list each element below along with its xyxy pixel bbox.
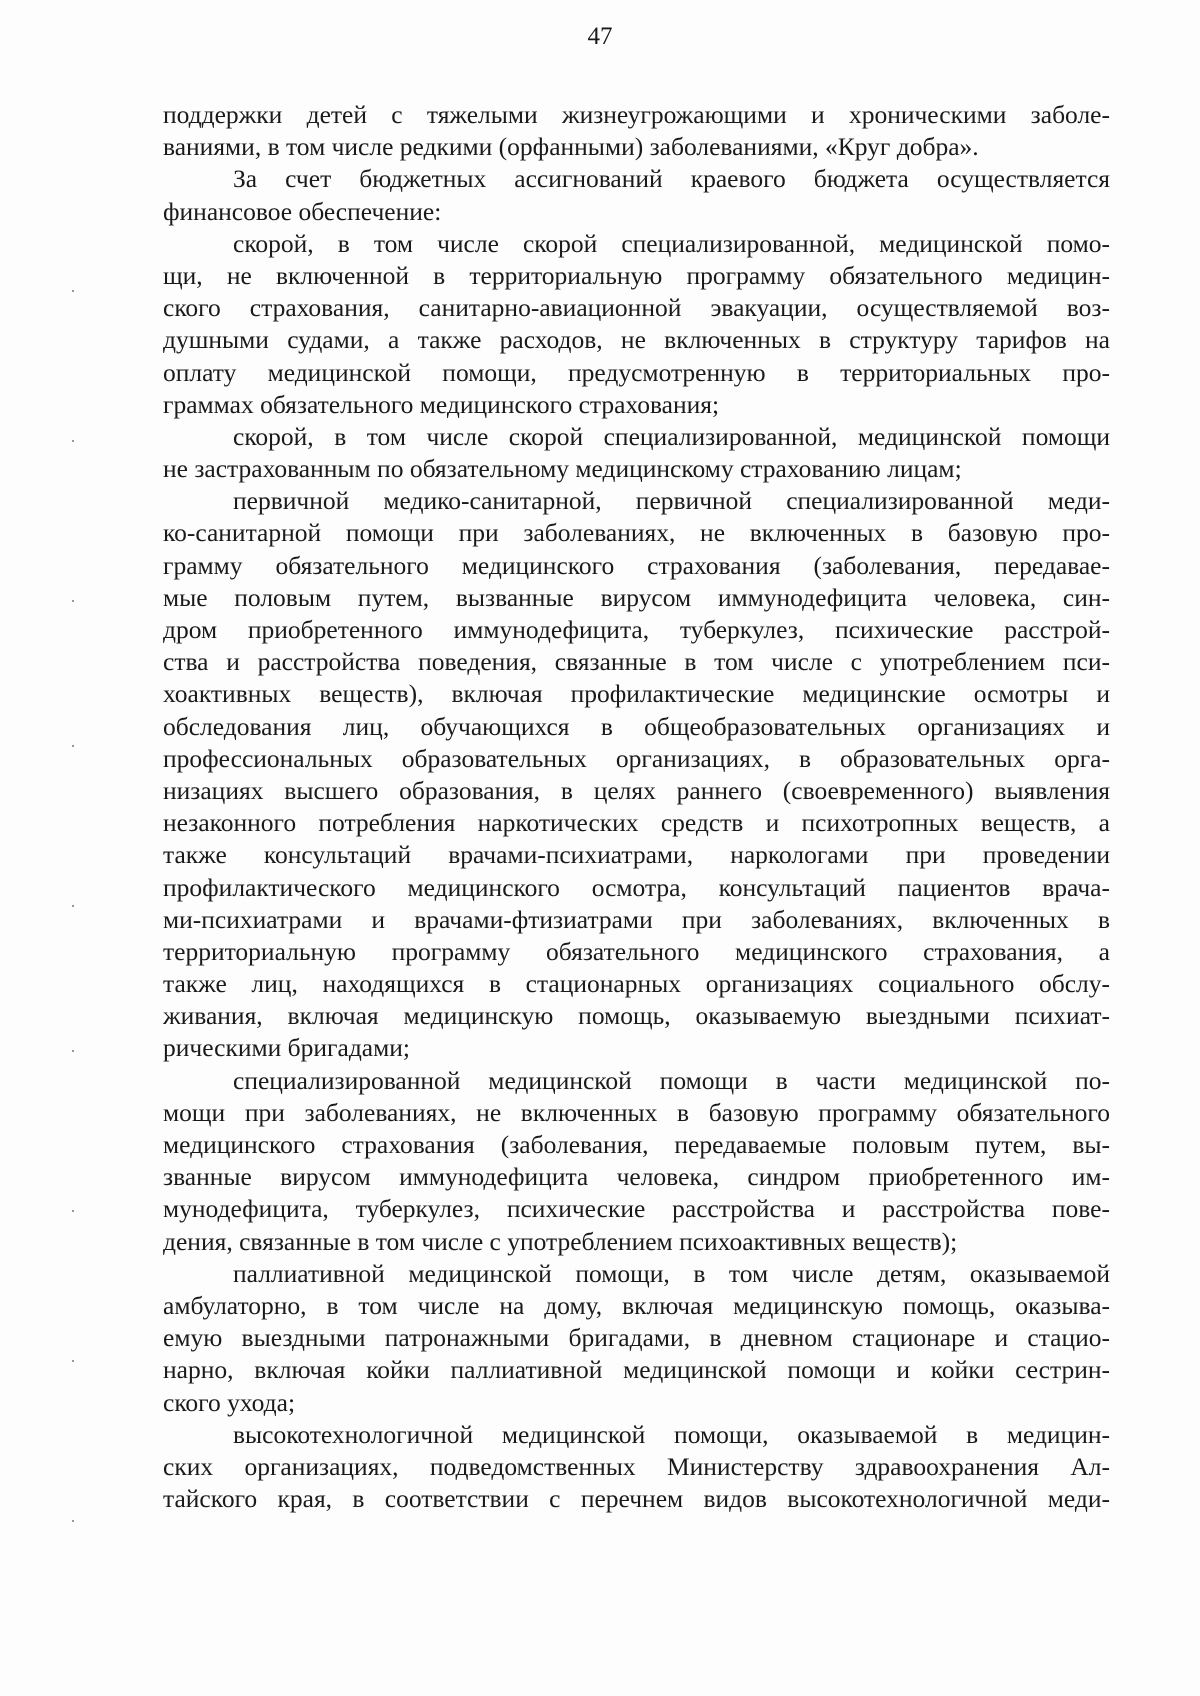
- text-line: мунодефицита, туберкулез, психические расстройства и расстройства пове-: [163, 1194, 1110, 1224]
- text-line: дром приобретенного иммунодефицита, туберкулез, психические расстрой-: [163, 615, 1110, 644]
- text-line: скорой, в том числе скорой специализированной, медицинской помощи: [233, 421, 1110, 451]
- text-line: нарно, включая койки паллиативной медицинской помощи и койки сестрин-: [163, 1355, 1110, 1385]
- paragraph: [163, 485, 1110, 1064]
- scan-mark: [72, 745, 74, 747]
- text-line: ского ухода;: [163, 1387, 296, 1417]
- text-line: тайского края, в соответствии с перечнем видов высокотехнологичной меди-: [163, 1484, 1110, 1514]
- text-line: ского страхования, санитарно-авиационной эвакуации, осуществляемой воз-: [163, 293, 1110, 323]
- text-line: медицинского страхования (заболевания, передаваемые половым путем, вы-: [163, 1130, 1110, 1159]
- text-line: ства и расстройства поведения, связанные в том числе с употреблением пси-: [163, 647, 1110, 677]
- paragraph: [163, 1065, 1110, 1258]
- paragraph: [163, 1258, 1110, 1419]
- paragraph: [163, 163, 1110, 227]
- text-line: амбулаторно, в том числе на дому, включая медицинскую помощь, оказыва-: [163, 1290, 1110, 1320]
- text-line: обследования лиц, обучающихся в общеобразовательных организациях и: [163, 711, 1110, 741]
- text-line: щи, не включенной в территориальную программу обязательного медицин-: [163, 260, 1110, 290]
- text-line: профессиональных образовательных организациях, в образовательных орга-: [163, 743, 1110, 773]
- text-line: первичной медико-санитарной, первичной специализированной меди-: [233, 486, 1110, 516]
- text-line: специализированной медицинской помощи в части медицинской по-: [233, 1065, 1110, 1095]
- text-line: также лиц, находящихся в стационарных организациях социального обслу-: [163, 969, 1110, 999]
- text-line: не застрахованным по обязательному медицинскому страхованию лицам;: [163, 454, 962, 484]
- document-body: [163, 99, 1110, 1515]
- text-line: высокотехнологичной медицинской помощи, оказываемой в медицин-: [233, 1419, 1110, 1449]
- scan-mark: [72, 1050, 74, 1052]
- paragraph: [163, 1419, 1110, 1516]
- text-line: душными судами, а также расходов, не включенных в структуру тарифов на: [163, 325, 1110, 355]
- text-line: живания, включая медицинскую помощь, оказываемую выездными психиат-: [163, 1001, 1110, 1031]
- paragraph: [163, 99, 1110, 163]
- text-line: мые половым путем, вызванные вирусом иммунодефицита человека, син-: [163, 582, 1110, 612]
- text-line: паллиативной медицинской помощи, в том числе детям, оказываемой: [233, 1258, 1110, 1288]
- text-line: финансовое обеспечение:: [163, 196, 442, 226]
- text-line: грамму обязательного медицинского страхования (заболевания, передавае-: [163, 550, 1110, 580]
- scan-mark: [72, 1520, 74, 1522]
- text-line: оплату медицинской помощи, предусмотренную в территориальных про-: [163, 357, 1110, 387]
- text-line: ко-санитарной помощи при заболеваниях, не включенных в базовую про-: [163, 518, 1110, 548]
- scan-mark: [72, 600, 74, 602]
- text-line: мощи при заболеваниях, не включенных в базовую программу обязательного: [163, 1097, 1110, 1127]
- paragraph: [163, 228, 1110, 421]
- scan-mark: [72, 905, 74, 907]
- text-line: территориальную программу обязательного медицинского страхования, а: [163, 936, 1110, 966]
- text-line: также консультаций врачами-психиатрами, наркологами при проведении: [163, 840, 1110, 870]
- text-line: скорой, в том числе скорой специализированной, медицинской помо-: [233, 228, 1110, 258]
- text-line: низациях высшего образования, в целях раннего (своевременного) выявления: [163, 775, 1110, 805]
- scan-mark: [72, 440, 74, 442]
- text-line: ских организациях, подведомственных Министерству здравоохранения Ал-: [163, 1451, 1110, 1481]
- scan-mark: [72, 290, 74, 292]
- scan-mark: [72, 1210, 74, 1212]
- text-line: профилактического медицинского осмотра, консультаций пациентов врача-: [163, 872, 1110, 902]
- scan-mark: [72, 1360, 74, 1362]
- text-line: емую выездными патронажными бригадами, в дневном стационаре и стацио-: [163, 1323, 1110, 1353]
- text-line: граммах обязательного медицинского страхования;: [163, 389, 720, 419]
- text-line: ми-психиатрами и врачами-фтизиатрами при заболеваниях, включенных в: [163, 904, 1110, 934]
- text-line: ваниями, в том числе редкими (орфанными) заболеваниями, «Круг добра».: [163, 132, 979, 162]
- text-line: рическими бригадами;: [163, 1033, 410, 1063]
- text-line: дения, связанные в том числе с употреблением психоактивных веществ);: [163, 1226, 958, 1256]
- page-number: 47: [587, 23, 613, 50]
- paragraph: [163, 421, 1110, 485]
- text-line: За счет бюджетных ассигнований краевого бюджета осуществляется: [233, 164, 1110, 194]
- text-line: незаконного потребления наркотических средств и психотропных веществ, а: [163, 808, 1110, 838]
- text-line: поддержки детей с тяжелыми жизнеугрожающими и хроническими заболе-: [163, 100, 1110, 129]
- text-line: званные вирусом иммунодефицита человека, синдром приобретенного им-: [163, 1162, 1110, 1192]
- text-line: хоактивных веществ), включая профилактические медицинские осмотры и: [163, 679, 1110, 709]
